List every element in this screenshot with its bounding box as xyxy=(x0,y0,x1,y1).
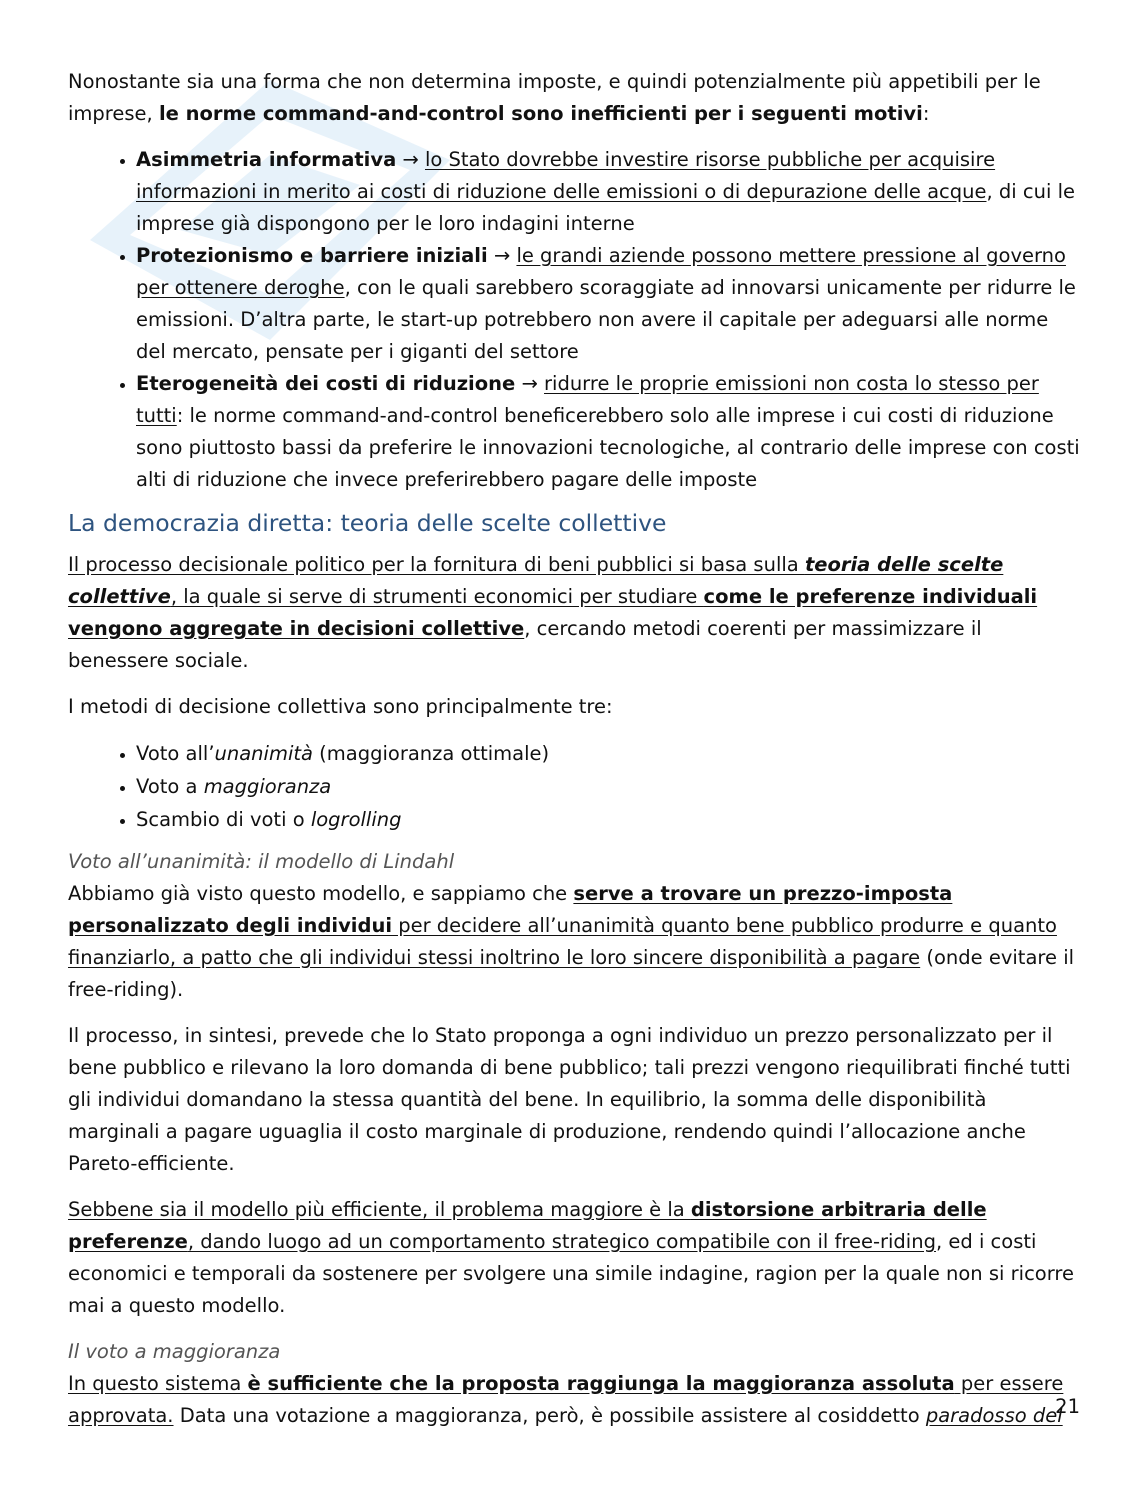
list-item: • Protezionismo e barriere iniziali → le grandi aziende possono mettere pressione al governo per ottenere deroghe, con le quali sarebbero scoraggiate ad innovarsi unicamente per ridurre le emissioni. D’altra parte, le start-up potrebbero non avere il capitale per adeguarsi alle norme del mercato, pensate per i giganti del settore xyxy=(136,240,1083,368)
paragraph-maggioranza: In questo sistema è sufficiente che la proposta raggiunga la maggioranza assoluta per essere approvata. Data una votazione a maggioranza, però, è possibile assistere al cosiddetto paradosso del xyxy=(68,1372,1064,1427)
list-item: • Eterogeneità dei costi di riduzione → ridurre le proprie emissioni non costa lo stesso per tutti: le norme command-and-control beneficerebbero solo alle imprese i cui costi di riduzione sono piuttosto bassi da preferire le innovazioni tecnologiche, al contrario delle imprese con costi alti di riduzione che invece preferirebbero pagare delle imposte xyxy=(136,368,1083,496)
paragraph-scelte-collettive: Il processo decisionale politico per la fornitura di beni pubblici si basa sulla teoria delle scelte collettive, la quale si serve di strumenti economici per studiare come le preferenze individuali vengono aggregate in decisioni collettive, cercando metodi coerenti per massimizzare il benessere sociale. xyxy=(68,553,1038,672)
paragraph-metodi: I metodi di decisione collettiva sono principalmente tre: xyxy=(68,695,613,718)
document-page xyxy=(68,66,1083,1446)
list-item: • Voto all’unanimità (maggioranza ottimale) xyxy=(136,737,1083,770)
list-item: • Voto a maggioranza xyxy=(136,770,1083,803)
section-heading: La democrazia diretta: teoria delle scelte collettive xyxy=(68,509,667,537)
paragraph-lindahl: Abbiamo già visto questo modello, e sappiamo che serve a trovare un prezzo-imposta personalizzato degli individui per decidere all’unanimità quanto bene pubblico produrre e quanto finanziarlo, a patto che gli individui stessi inoltrino le loro sincere disponibilità a pagare (onde evitare il free-riding). xyxy=(68,882,1075,1001)
page-number: 21 xyxy=(1055,1395,1080,1418)
intro-paragraph: Nonostante sia una forma che non determina imposte, e quindi potenzialmente più appetibili per le imprese, le norme command-and-control sono inefficienti per i seguenti motivi: xyxy=(68,70,1041,125)
motivi-list xyxy=(68,144,1083,496)
list-item: • Asimmetria informativa → lo Stato dovrebbe investire risorse pubbliche per acquisire informazioni in merito ai costi di riduzione delle emissioni o di depurazione delle acque, di cui le imprese già dispongono per le loro indagini interne xyxy=(136,144,1083,240)
metodi-list xyxy=(68,737,1083,836)
paragraph-processo: Il processo, in sintesi, prevede che lo Stato proponga a ogni individuo un prezzo personalizzato per il bene pubblico e rilevano la loro domanda di bene pubblico; tali prezzi vengono riequilibrati finché tutti gli individui domandano la stessa quantità del bene. In equilibrio, la somma delle disponibilità marginali a pagare uguaglia il costo marginale di produzione, rendendo quindi l’allocazione anche Pareto-efficiente. xyxy=(68,1024,1071,1175)
subheading-lindahl: Voto all’unanimità: il modello di Lindahl xyxy=(68,850,455,873)
subheading-maggioranza: Il voto a maggioranza xyxy=(68,1340,281,1363)
list-item: • Scambio di voti o logrolling xyxy=(136,803,1083,836)
paragraph-sebbene: Sebbene sia il modello più efficiente, il problema maggiore è la distorsione arbitraria delle preferenze, dando luogo ad un comportamento strategico compatibile con il free-riding, ed i costi economici e temporali da sostenere per svolgere una simile indagine, ragion per la quale non si ricorre mai a questo modello. xyxy=(68,1198,1074,1317)
